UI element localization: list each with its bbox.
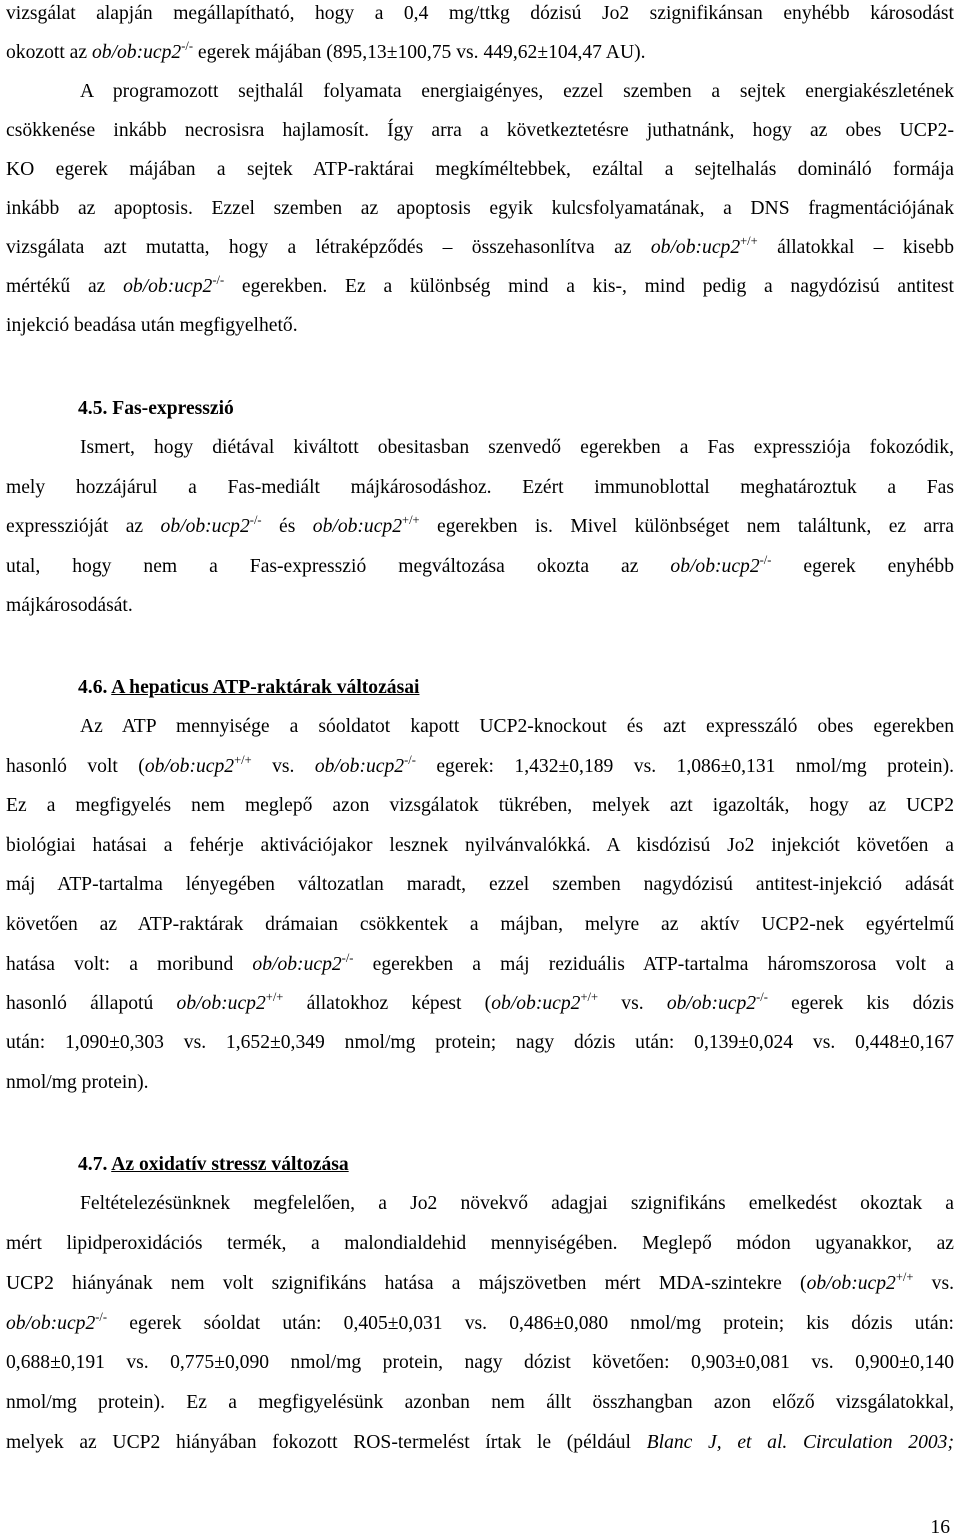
text-line [6,594,954,618]
text-span: Ez a megfigyelés nem meglepő azon vizsgálatok tükrében, melyek azt igazolták, hogy az UCP2 [6,795,954,816]
text-line [6,1312,954,1336]
text-line [6,953,954,977]
heading-number: 4.7. [78,1154,112,1175]
genotype-ko: ob/ob:ucp2 [123,276,213,297]
text-line [6,715,954,739]
text-span: egerek kis dózis [767,993,954,1014]
text-span: Ismert, hogy diétával kiváltott obesitasban szenvedő egerekben a Fas expressziója fokozódik, [80,437,954,458]
text-line [6,275,954,299]
text-line [6,1232,954,1256]
text-span: mértékű az [6,276,124,297]
text-span: expresszióját az [6,516,161,537]
text-span: KO egerek májában a sejtek ATP-raktárai megkíméltebbek, ezáltal a sejtelhalás domináló formája [6,159,954,180]
text-span: csökkenése inkább necrosisra hajlamosít. Így arra a következtetésre juthatnánk, hogy az obes UCP2- [6,120,954,141]
genotype-wt: ob/ob:ucp2 [312,516,403,537]
text-line [6,197,954,221]
text-line [6,119,954,143]
heading-text: A hepaticus ATP-raktárak változásai [111,677,420,698]
text-line [6,913,954,937]
text-line [6,314,954,338]
text-line [6,1071,954,1095]
text-span: hasonló volt ( [6,756,145,777]
text-line [6,992,954,1016]
text-span: egerekben. Ez a különbség mind a kis-, mind pedig a nagydózisú antitest [224,276,954,297]
genotype-sup: +/+ [895,1270,914,1284]
text-line [6,555,954,579]
text-span: és [261,516,313,537]
text-span: egerek enyhébb [771,556,954,577]
genotype-sup: -/- [756,990,768,1004]
text-span: egerekben a máj reziduális ATP-tartalma háromszorosa volt a [353,954,954,975]
genotype-ko: ob/ob:ucp2 [314,756,405,777]
genotype-wt: ob/ob:ucp2 [491,993,581,1014]
text-span: okozott az [6,42,92,63]
genotype-sup: +/+ [265,990,284,1004]
genotype-wt: ob/ob:ucp2 [650,237,741,258]
genotype-sup: -/- [759,553,772,567]
genotype-sup: -/- [249,513,262,527]
text-span: inkább az apoptosis. Ezzel szemben az apoptosis egyik kulcsfolyamatának, a DNS fragmentációjának [6,198,954,219]
genotype-sup: +/+ [234,753,252,767]
heading-text: Az oxidatív stressz változása [111,1154,349,1175]
genotype-sup: +/+ [580,990,599,1004]
text-span: injekció beadása után megfigyelhető. [6,315,298,336]
text-span: utal, hogy nem a Fas-expresszió megváltozása okozta az [6,556,671,577]
text-span: vizsgálat alapján megállapítható, hogy a 0,4 mg/ttkg dózisú Jo2 szignifikánsan enyhébb károsodást [6,3,954,24]
text-line [6,1192,954,1216]
text-line [6,1031,954,1055]
text-line [6,515,954,539]
text-line [6,1351,954,1375]
text-span: vs. [598,993,667,1014]
genotype-ko: ob/ob:ucp2 [91,42,182,63]
text-span: máj ATP-tartalma lényegében változatlan maradt, ezzel szemben nagydózisú antitest-injekció adását [6,874,954,895]
text-line [6,1391,954,1415]
text-span: egerek sóoldat után: 0,405±0,031 vs. 0,486±0,080 nmol/mg protein; kis dózis után: [107,1313,954,1334]
text-span: nmol/mg protein). [6,1072,149,1093]
text-line [6,158,954,182]
text-span: után: 1,090±0,303 vs. 1,652±0,349 nmol/mg protein; nagy dózis után: 0,139±0,024 vs. 0,448±0,167 [6,1032,954,1053]
text-line [6,794,954,818]
text-span: mért lipidperoxidációs termék, a malondialdehid mennyiségében. Meglepő módon ugyanakkor, az [6,1233,954,1254]
genotype-ko: ob/ob:ucp2 [670,556,760,577]
text-line [6,755,954,779]
text-span: egerek: 1,432±0,189 vs. 1,086±0,131 nmol/mg protein). [415,756,954,777]
genotype-sup: +/+ [740,234,758,248]
text-span: A programozott sejthalál folyamata energiaigényes, ezzel szemben a sejtek energiakészletének [80,81,954,102]
text-span: vs. [913,1273,954,1294]
text-line [6,80,954,104]
genotype-sup: +/+ [402,513,420,527]
text-span: követően az ATP-raktárak drámaian csökkentek a májban, melyre az aktív UCP2-nek egyértelmű [6,914,954,935]
text-span: vs. [251,756,315,777]
text-span: nmol/mg protein). Ez a megfigyelésünk azonban nem állt összhangban azon előző vizsgálatokkal, [6,1392,954,1413]
text-line [6,476,954,500]
text-span: hasonló állapotú [6,993,177,1014]
heading-number: 4.6. [78,677,112,698]
section-heading-4-7 [6,1153,954,1177]
text-span: vizsgálata azt mutatta, hogy a létraképződés – összehasonlítva az [6,237,651,258]
text-line [6,1431,954,1455]
genotype-wt: ob/ob:ucp2 [806,1273,896,1294]
genotype-sup: -/- [95,1310,108,1324]
heading-text: 4.5. Fas-expresszió [78,398,234,419]
text-span: 0,688±0,191 vs. 0,775±0,090 nmol/mg protein, nagy dózist követően: 0,903±0,081 vs. 0,900±0,140 [6,1352,954,1373]
genotype-ko: ob/ob:ucp2 [666,993,757,1014]
section-heading-4-5 [6,397,954,421]
genotype-wt: ob/ob:ucp2 [176,993,266,1014]
genotype-sup: -/- [404,753,416,767]
genotype-wt: ob/ob:ucp2 [144,756,235,777]
text-line [6,873,954,897]
page-number: 16 [930,1517,950,1538]
text-line [6,834,954,858]
section-heading-4-6 [6,676,954,700]
citation: Blanc J, et al. Circulation 2003; [646,1432,954,1453]
text-span: biológiai hatásai a fehérje aktivációjakor lesznek nyilvánvalókká. A kisdózisú Jo2 injekciót követően a [6,835,954,856]
text-span: állatokkal – kisebb [757,237,955,258]
text-line [6,1272,954,1296]
text-span: májkárosodását. [6,595,133,616]
text-span: hatása volt: a moribund [6,954,253,975]
text-span: egerek májában (895,13±100,75 vs. 449,62±104,47 AU). [193,42,646,63]
genotype-ko: ob/ob:ucp2 [252,954,342,975]
text-span: Feltételezésünknek megfelelően, a Jo2 növekvő adagjai szignifikáns emelkedést okoztak a [80,1193,954,1214]
text-line [6,236,954,260]
text-span: UCP2 hiányának nem volt szignifikáns hatása a májszövetben mért MDA-szintekre ( [6,1273,807,1294]
text-span: állatokhoz képest ( [283,993,492,1014]
text-line [6,436,954,460]
genotype-ko: ob/ob:ucp2 [160,516,250,537]
text-span: mely hozzájárul a Fas-mediált májkárosodáshoz. Ezért immunoblottal meghatároztuk a Fas [6,477,954,498]
text-span: Az ATP mennyisége a sóoldatot kapott UCP2-knockout és azt expresszáló obes egerekben [80,716,954,737]
genotype-sup: -/- [212,273,225,287]
genotype-ko: ob/ob:ucp2 [6,1313,96,1334]
genotype-sup: -/- [341,951,354,965]
text-span: egerekben is. Mivel különbséget nem találtunk, ez arra [419,516,954,537]
text-span: melyek az UCP2 hiányában fokozott ROS-termelést írtak le (például [6,1432,647,1453]
genotype-sup: -/- [181,39,194,53]
text-line [6,41,954,65]
text-line [6,2,954,26]
